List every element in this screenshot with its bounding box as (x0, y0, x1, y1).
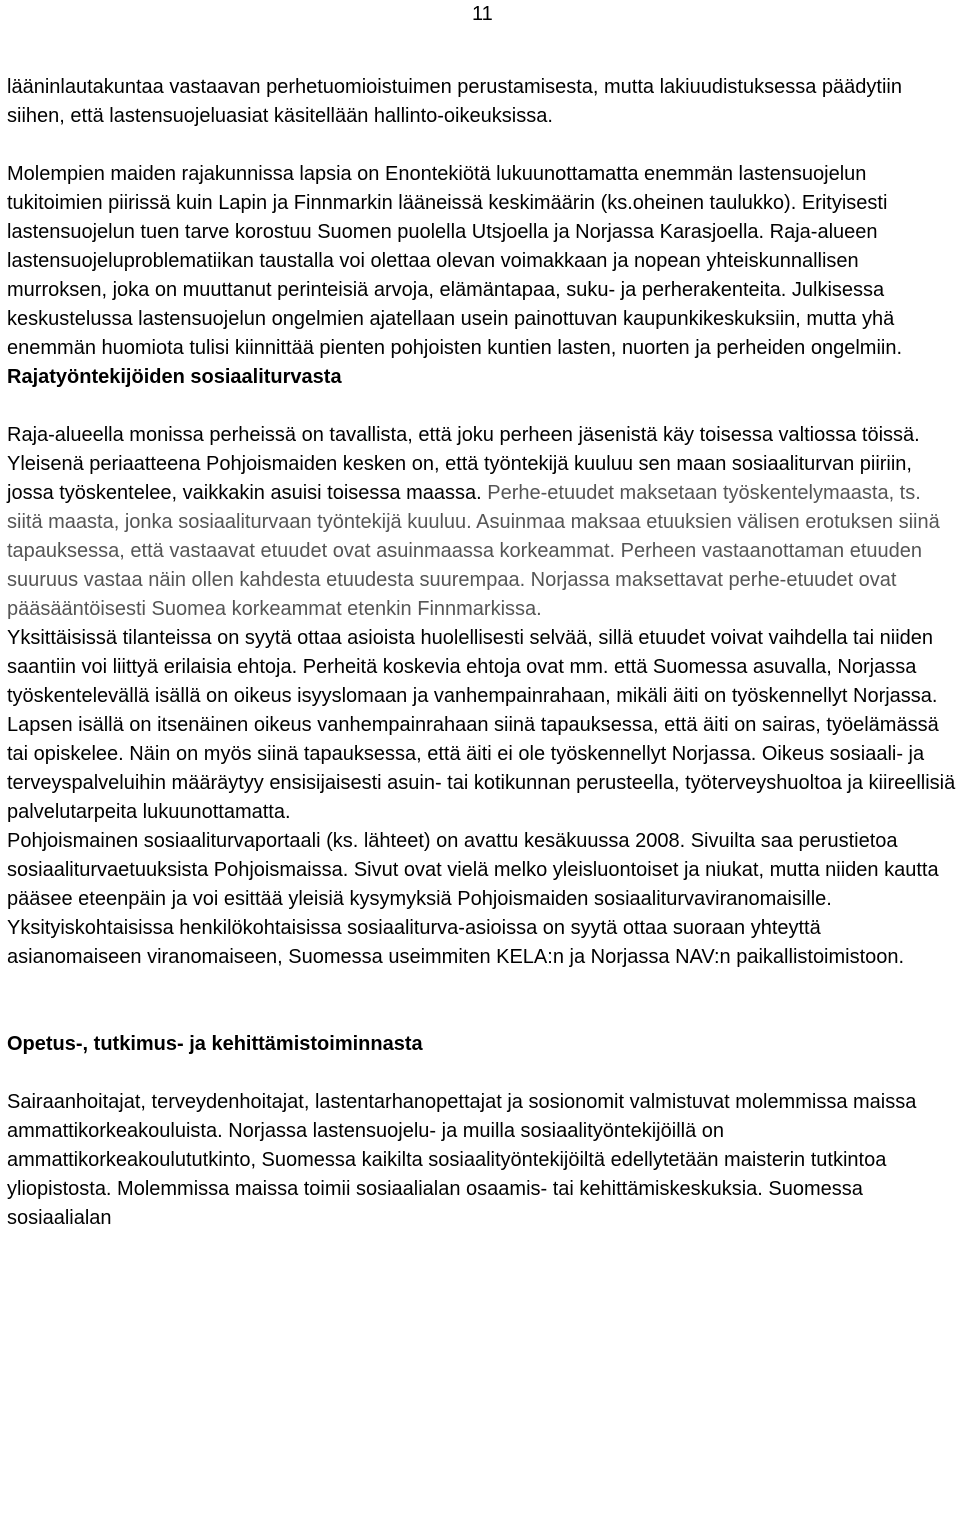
heading-education-research: Opetus-, tutkimus- ja kehittämistoiminnasta (7, 1033, 423, 1055)
paragraph-individual-cases: Yksittäisissä tilanteissa on syytä ottaa asioista huolellisesti selvää, sillä etuudet voivat vaihdella tai niiden saantiin voi liittyä erilaisia ehtoja. Perheitä koskevia ehtoja ovat mm. että Suomessa asuvalla, Norjassa työskentelevällä isällä on oikeus isyyslomaan ja vanhempainrahaan, mikäli äiti on työskennellyt Norjassa. Lapsen isällä on itsenäinen oikeus vanhempainrahaan siinä tapauksessa, että äiti on sairas, työelämässä tai opiskelee. Näin on myös siinä tapauksessa, että äiti ei ole työskennellyt Norjassa. Oikeus sosiaali- ja terveyspalveluihin määräytyy ensisijaisesti asuin- tai kotikunnan perusteella, työterveyshuoltoa ja kiireellisiä palvelutarpeita lukuunottamatta. (7, 627, 956, 823)
paragraph-family-benefits: Perhe-etuudet maksetaan työskentelymaasta, ts. siitä maasta, jonka sosiaaliturvaan työntekijä kuuluu. Asuinmaa maksaa etuuksien välisen erotuksen siinä tapauksessa, että vastaavat etuudet ovat asuinmaassa korkeammat. Perheen vastaanottaman etuuden suuruus vastaa näin ollen kahdesta etuudesta suurempaa. Norjassa maksettavat perhe-etuudet ovat pääsääntöisesti Suomea korkeammat etenkin Finnmarkissa. (7, 482, 940, 620)
heading-social-security: Rajatyöntekijöiden sosiaaliturvasta (7, 366, 342, 388)
paragraph-education: Sairaanhoitajat, terveydenhoitajat, lastentarhanopettajat ja sosionomit valmistuvat molemmissa maissa ammattikorkeakouluista. Norjassa lastensuojelu- ja muilla sosiaalityöntekijöillä on ammattikorkeakoulututkinto, Suomessa kaikilta sosiaalityöntekijöiltä edellytetään maisterin tutkintoa yliopistosta. Molemmissa maissa toimii sosiaalialan osaamis- tai kehittämiskeskuksia. Suomessa sosiaalialan (7, 1091, 917, 1229)
paragraph-cross-border-workers-part-a: Raja-alueella monissa perheissä on tavallista, että joku perheen jäsenistä käy toisessa valtiossa töissä. Yleisenä periaatteena Pohjoismaiden kesken on, että työntekijä kuuluu sen maan sosiaaliturvan piiriin, jossa työskentelee, vaikkakin asuisi toisessa maassa. (7, 424, 920, 504)
paragraph-portal: Pohjoismainen sosiaaliturvaportaali (ks. lähteet) on avattu kesäkuussa 2008. Sivuilta saa perustietoa sosiaaliturvaetuuksista Pohjoismaissa. Sivut ovat vielä melko yleisluontoiset ja niukat, mutta niiden kautta pääsee eteenpäin ja voi esittää yleisiä kysymyksiä Pohjoismaiden sosiaaliturvaviranomaisille. Yksityiskohtaisissa henkilökohtaisissa sosiaaliturva-asioissa on syytä ottaa suoraan yhteyttä asianomaiseen viranomaiseen, Suomessa useimmiten KELA:n ja Norjassa NAV:n paikallistoimistoon. (7, 830, 939, 968)
document-body (7, 73, 957, 1233)
paragraph-court-reform: lääninlautakuntaa vastaavan perhetuomioistuimen perustamisesta, mutta lakiuudistuksessa päädytiin siihen, että lastensuojeluasiat käsitellään hallinto-oikeuksissa. (7, 76, 902, 127)
page-number: 11 (472, 3, 493, 25)
paragraph-cross-border-workers (7, 421, 957, 624)
paragraph-child-protection: Molempien maiden rajakunnissa lapsia on Enontekiötä lukuunottamatta enemmän lastensuojelun tukitoimien piirissä kuin Lapin ja Finnmarkin lääneissä keskimäärin (ks.oheinen taulukko). Erityisesti lastensuojelun tuen tarve korostuu Suomen puolella Utsjoella ja Norjassa Karasjoella. Raja-alueen lastensuojeluproblematiikan taustalla voi olettaa olevan voimakkaan ja nopean yhteiskunnallisen murroksen, joka on muuttanut perinteisiä arvoja, elämäntapaa, suku- ja perherakenteita. Julkisessa keskustelussa lastensuojelun ongelmien ajatellaan usein painottuvan kaupunkikeskuksiin, mutta yhä enemmän huomiota tulisi kiinnittää pienten pohjoisten kuntien lasten, nuorten ja perheiden ongelmiin. (7, 163, 903, 359)
